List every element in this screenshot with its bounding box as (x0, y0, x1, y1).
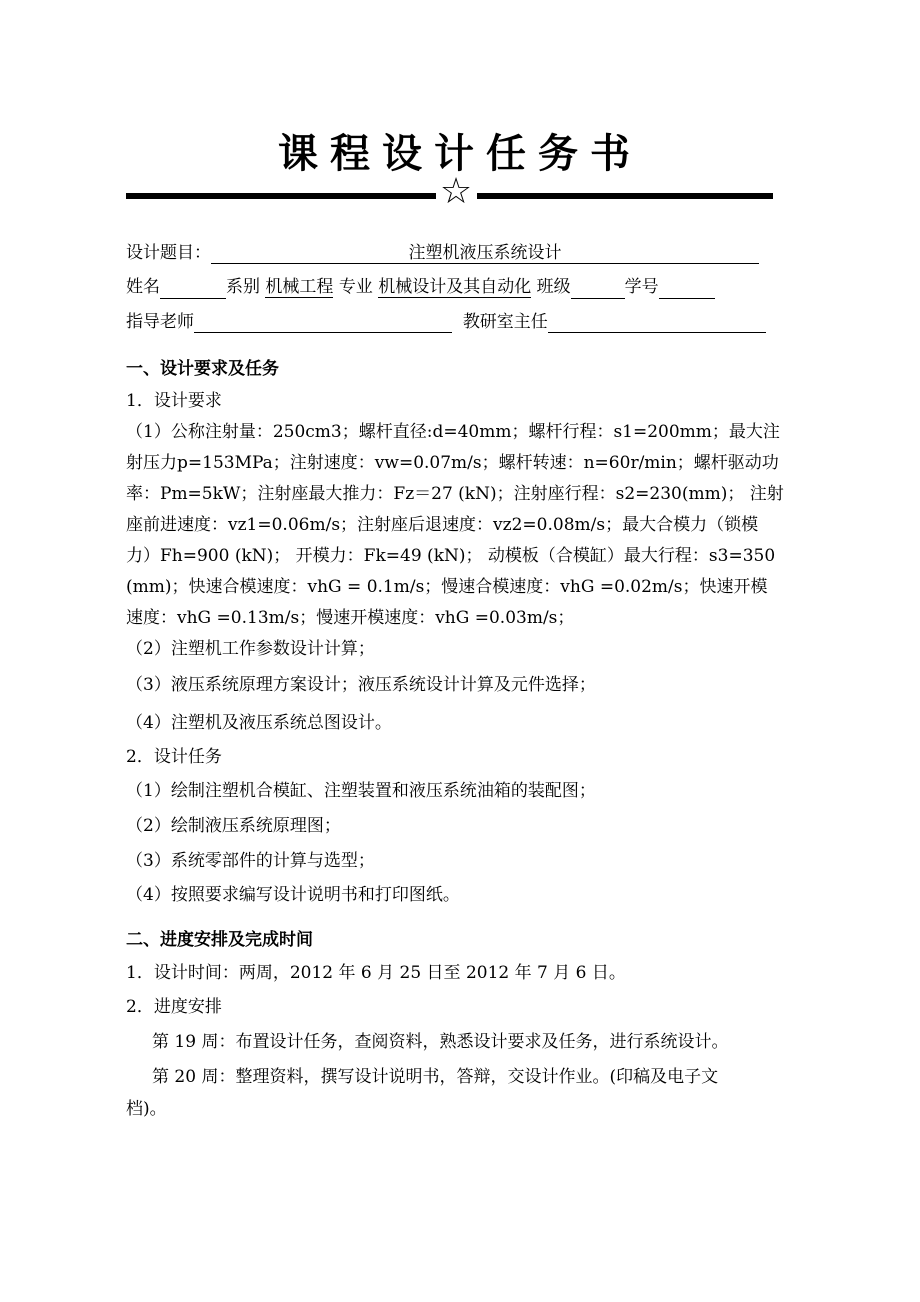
req-item: （2）注塑机工作参数设计计算； (126, 639, 375, 659)
topic-value: 注塑机液压系统设计 (408, 243, 562, 263)
class-field (571, 277, 625, 299)
major-label: 专业 (338, 277, 373, 297)
page-title: 课程设计任务书 (278, 131, 642, 177)
section1-sub1: 1．设计要求 (126, 391, 222, 411)
req-line: 射压力p=153MPa；注射速度：vw=0.07m/s；螺杆转速：n=60r/min；螺杆驱动功 (126, 453, 779, 473)
req-line: 座前进速度：vz1=0.06m/s；注射座后退速度：vz2=0.08m/s；最大合模力（锁模 (126, 515, 759, 535)
director-label: 教研室主任 (462, 312, 548, 332)
task-item: （4）按照要求编写设计说明书和打印图纸。 (126, 885, 460, 905)
topic-label: 设计题目： (126, 243, 211, 263)
name-field (160, 277, 226, 299)
topic-line (126, 242, 759, 264)
req-line: 力）Fh=900 (kN)； 开模力：Fk=49 (kN)； 动模板（合模缸）最大行程：s3=350 (126, 546, 776, 566)
task-item: （3）系统零部件的计算与选型； (126, 851, 375, 871)
title-rule-left (126, 193, 436, 199)
req-item: （4）注塑机及液压系统总图设计。 (126, 713, 392, 733)
req-line: 率：Pm=5kW；注射座最大推力：Fz＝27 (kN)；注射座行程：s2=230(mm)； 注射 (126, 484, 784, 504)
task-item: （2）绘制液压系统原理图； (126, 816, 341, 836)
class-label: 班级 (536, 277, 571, 297)
requirements-block (126, 417, 784, 634)
star-icon: ☆ (439, 171, 473, 212)
week20-line-cont: 档)。 (126, 1099, 167, 1119)
dept-label: 系别 (226, 277, 260, 297)
advisor-label: 指导老师 (126, 312, 194, 332)
advisor-line (126, 311, 766, 333)
section1-sub2: 2．设计任务 (126, 747, 222, 767)
id-field (659, 277, 715, 299)
section2-sub2: 2．进度安排 (126, 997, 222, 1017)
advisor-field (194, 311, 452, 333)
major-value: 机械设计及其自动化 (378, 277, 532, 297)
design-time-line: 1．设计时间：两周，2012 年 6 月 25 日至 2012 年 7 月 6 日。 (126, 963, 626, 983)
name-label: 姓名 (126, 277, 160, 297)
req-line: (mm)；快速合模速度：vhG = 0.1m/s；慢速合模速度：vhG =0.02m/s；快速开模 (126, 577, 768, 597)
topic-field (211, 242, 759, 264)
section2-heading: 二、进度安排及完成时间 (126, 930, 313, 950)
req-line: 速度：vhG =0.13m/s；慢速开模速度：vhG =0.03m/s； (126, 608, 575, 628)
section1-heading: 一、设计要求及任务 (126, 359, 279, 379)
director-field (548, 311, 766, 333)
id-label: 学号 (624, 277, 659, 297)
req-item: （3）液压系统原理方案设计；液压系统设计计算及元件选择； (126, 675, 596, 695)
req-line: （1）公称注射量：250cm3；螺杆直径:d=40mm；螺杆行程：s1=200mm；最大注 (126, 422, 780, 442)
week20-line: 第 20 周：整理资料，撰写设计说明书，答辩，交设计作业。(印稿及电子文 (152, 1067, 719, 1087)
title-rule-right (477, 193, 773, 199)
week19-line: 第 19 周：布置设计任务，查阅资料，熟悉设计要求及任务，进行系统设计。 (152, 1032, 729, 1052)
dept-value: 机械工程 (265, 277, 334, 297)
student-info-line (126, 276, 715, 299)
task-item: （1）绘制注塑机合模缸、注塑装置和液压系统油箱的装配图； (126, 781, 596, 801)
